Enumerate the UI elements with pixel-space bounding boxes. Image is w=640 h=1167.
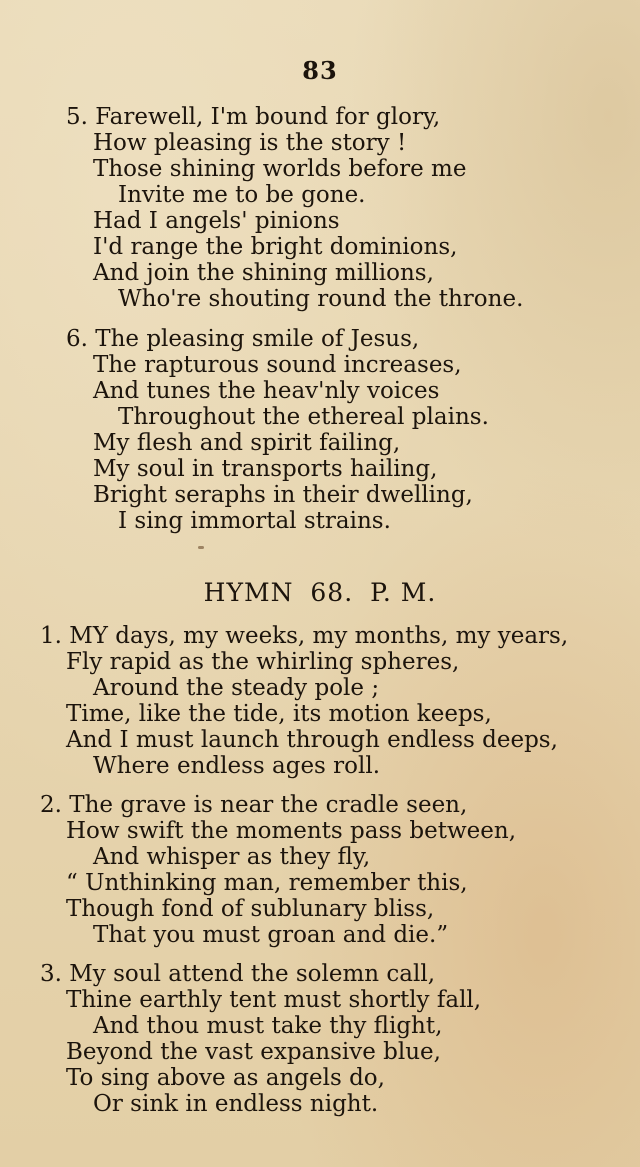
verse-line: 2. The grave is near the cradle seen, — [40, 792, 468, 818]
verse-line: The rapturous sound increases, — [93, 352, 462, 378]
verse-line: Bright seraphs in their dwelling, — [93, 482, 473, 508]
verse-line: My soul in transports hailing, — [93, 456, 438, 482]
verse-line: Beyond the vast expansive blue, — [66, 1039, 441, 1065]
verse-line: And join the shining millions, — [93, 260, 434, 286]
hymn-word: HYMN — [203, 578, 294, 607]
page-number: 83 — [302, 56, 338, 85]
verse-line: How pleasing is the story ! — [93, 130, 407, 156]
verse-line: Throughout the ethereal plains. — [118, 404, 489, 430]
verse-line: And thou must take thy flight, — [93, 1013, 443, 1039]
verse-line: Time, like the tide, its motion keeps, — [66, 701, 492, 727]
ink-mark — [198, 546, 204, 549]
verse-line: 1. MY days, my weeks, my months, my years, — [40, 623, 569, 649]
verse-line: Those shining worlds before me — [93, 156, 467, 182]
verse-line: That you must groan and die.” — [93, 922, 449, 948]
verse-line: Had I angels' pinions — [93, 208, 340, 234]
verse-line: I sing immortal strains. — [118, 508, 391, 534]
verse-line: Though fond of sublunary bliss, — [66, 896, 435, 922]
verse-line: And whisper as they fly, — [93, 844, 371, 870]
verse-line: Thine earthly tent must shortly fall, — [66, 987, 482, 1013]
verse-line: Who're shouting round the throne. — [118, 286, 524, 312]
verse-line: Or sink in endless night. — [93, 1091, 379, 1117]
hymn-meter: P. M. — [370, 578, 437, 607]
verse-line: And tunes the heav'nly voices — [93, 378, 440, 404]
verse-line: 6. The pleasing smile of Jesus, — [66, 326, 420, 352]
verse-line: To sing above as angels do, — [66, 1065, 385, 1091]
verse-line: And I must launch through endless deeps, — [66, 727, 558, 753]
verse-line: Where endless ages roll. — [93, 753, 381, 779]
verse-line: I'd range the bright dominions, — [93, 234, 458, 260]
verse-line: 5. Farewell, I'm bound for glory, — [66, 104, 441, 130]
verse-line: 3. My soul attend the solemn call, — [40, 961, 436, 987]
hymn-heading — [0, 578, 640, 607]
verse-line: How swift the moments pass between, — [66, 818, 517, 844]
verse-line: Fly rapid as the whirling spheres, — [66, 649, 460, 675]
hymn-number: 68. — [310, 578, 354, 607]
verse-line: Around the steady pole ; — [93, 675, 380, 701]
verse-line: “ Unthinking man, remember this, — [66, 870, 468, 896]
verse-line: Invite me to be gone. — [118, 182, 366, 208]
verse-line: My flesh and spirit failing, — [93, 430, 401, 456]
